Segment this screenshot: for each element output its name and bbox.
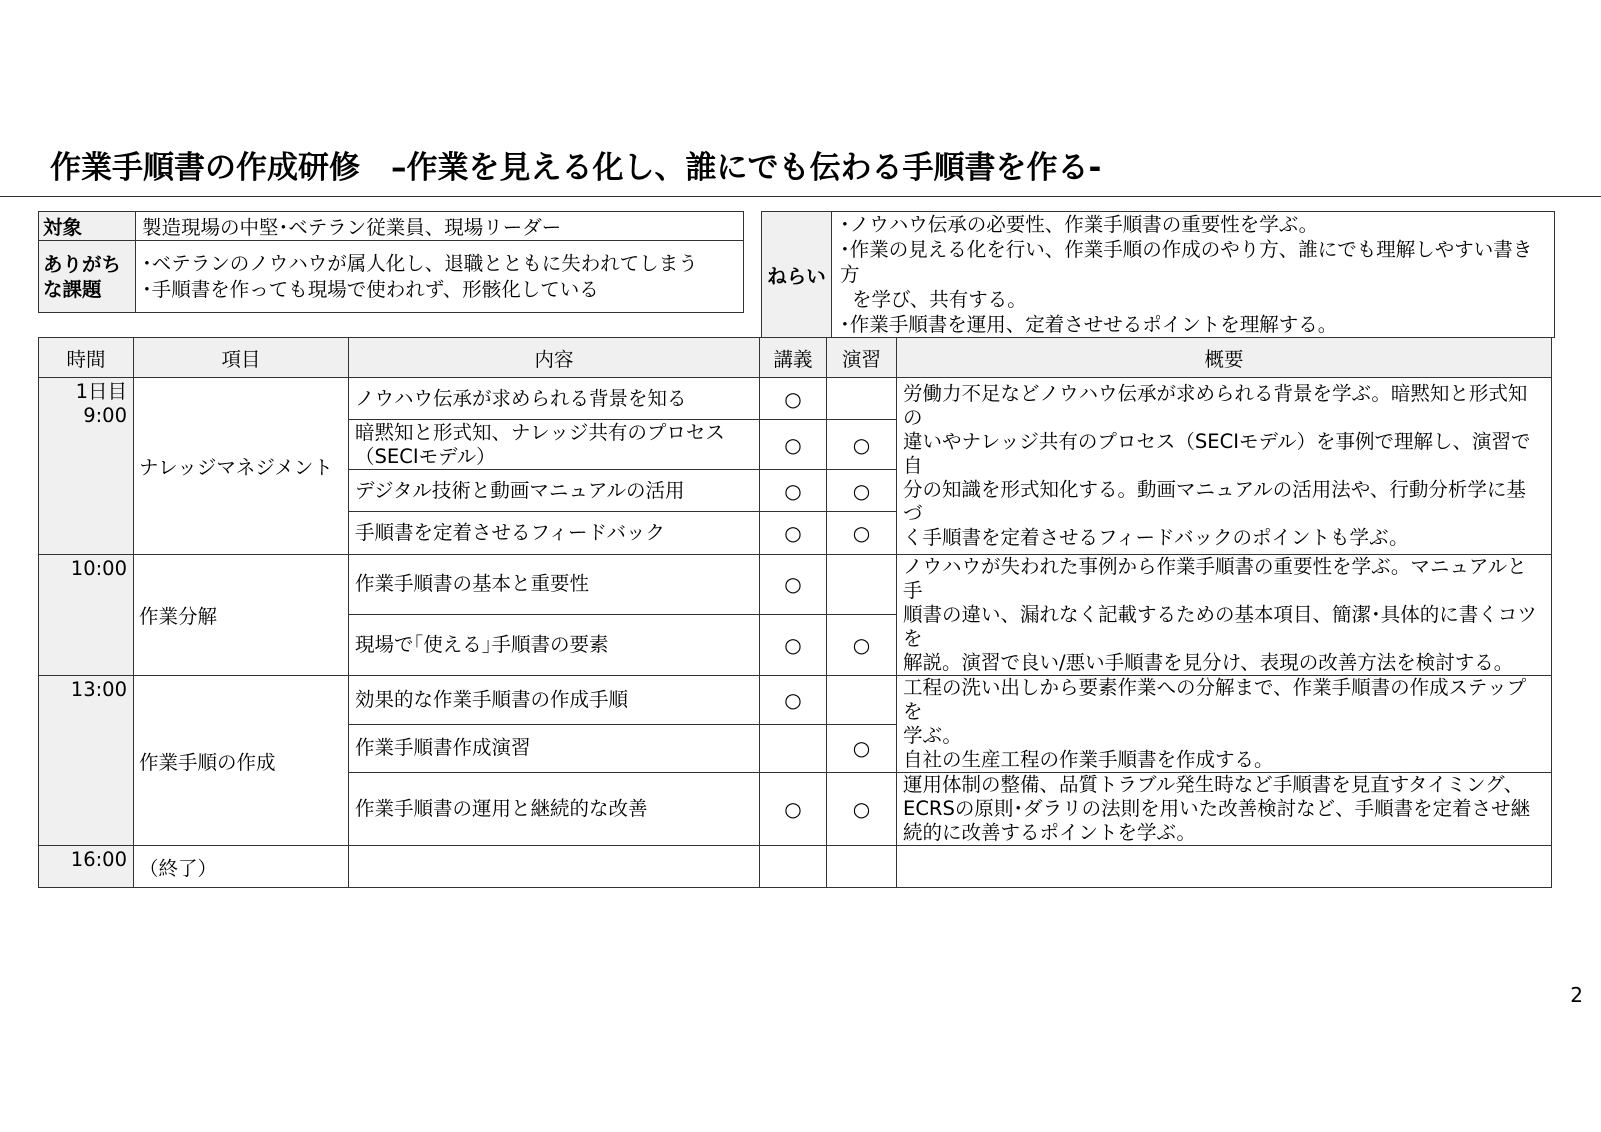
summary-line: 自社の生産工程の作業手順書を作成する。 [903,748,1274,771]
content-cell: 作業手順書の運用と継続的な改善 [349,773,760,846]
exercise-mark-empty [827,846,897,888]
summary-cell [897,773,1552,846]
lecture-mark-empty [760,724,827,773]
issues-label-line1: ありがち [43,252,122,276]
issues-label [39,241,136,313]
table-row [39,378,1552,420]
exercise-mark: ○ [827,470,897,512]
header-item: 項目 [134,338,349,378]
summary-line: 工程の洗い出しから要素作業への分解まで、作業手順書の作成ステップを [903,676,1527,723]
aim-label: ねらい [762,212,832,338]
content-cell: 現場で｢使える｣手順書の要素 [349,614,760,675]
lecture-mark: ○ [760,378,827,420]
header-exercise: 演習 [827,338,897,378]
target-label: 対象 [39,212,136,241]
title-divider [0,196,1601,197]
content-cell: ノウハウ伝承が求められる背景を知る [349,378,760,420]
issues-label-line2: な課題 [43,277,102,301]
summary-cell [897,555,1552,676]
exercise-mark-empty [827,676,897,725]
summary-cell [897,676,1552,773]
header-summary: 概要 [897,338,1552,378]
summary-line: 運用体制の整備、品質トラブル発生時など手順書を見直すタイミング、 [903,773,1524,796]
content-cell: 手順書を定着させるフィードバック [349,512,760,555]
aim-line: ･作業の見える化を行い、作業手順の作成のやり方、誰にでも理解しやすい書き方 [840,238,1533,286]
summary-cell-empty [897,846,1552,888]
exercise-mark: ○ [827,614,897,675]
content-cell: 作業手順書の基本と重要性 [349,555,760,615]
content-cell [349,420,760,470]
content-cell-empty [349,846,760,888]
exercise-mark-empty [827,378,897,420]
schedule-table [38,337,1552,888]
exercise-mark: ○ [827,724,897,773]
header-content: 内容 [349,338,760,378]
content-line: （SECIモデル） [355,444,496,468]
header-lecture: 講義 [760,338,827,378]
summary-line: 順書の違い、漏れなく記載するための基本項目、簡潔･具体的に書くコツを [903,603,1537,650]
time-cell: 10:00 [39,555,134,676]
target-value: 製造現場の中堅･ベテラン従業員、現場リーダー [136,212,744,241]
content-cell: 効果的な作業手順書の作成手順 [349,676,760,725]
aim-line: ･ノウハウ伝承の必要性、作業手順書の重要性を学ぶ。 [840,213,1319,236]
lecture-mark: ○ [760,512,827,555]
summary-line: ノウハウが失われた事例から作業手順書の重要性を学ぶ。マニュアルと手 [903,555,1527,602]
header-time: 時間 [39,338,134,378]
summary-line: ECRSの原則･ダラリの法則を用いた改善検討など、手順書を定着させ継 [903,797,1531,820]
lecture-mark: ○ [760,676,827,725]
item-cell: （終了） [134,846,349,888]
time-cell: 16:00 [39,846,134,888]
summary-cell [897,378,1552,555]
exercise-mark: ○ [827,420,897,470]
issue-item: ･手順書を作っても現場で使われず、形骸化している [142,277,599,301]
time-label: 9:00 [83,404,127,427]
time-cell: 13:00 [39,676,134,846]
summary-line: 労働力不足などノウハウ伝承が求められる背景を学ぶ。暗黙知と形式知の [903,382,1528,429]
table-row [39,846,1552,888]
summary-line: 解説。演習で良い/悪い手順書を見分け、表現の改善方法を検討する。 [903,651,1514,674]
item-cell: ナレッジマネジメント [134,378,349,555]
aim-table [761,211,1555,338]
aim-line: を学び、共有する。 [852,288,1027,311]
issues-value [136,241,744,313]
exercise-mark-empty [827,555,897,615]
content-cell: デジタル技術と動画マニュアルの活用 [349,470,760,512]
item-cell: 作業手順の作成 [134,676,349,846]
exercise-mark: ○ [827,773,897,846]
table-row [39,555,1552,615]
day-label: 1日目 [75,380,127,403]
aim-value [832,212,1555,338]
content-cell: 作業手順書作成演習 [349,724,760,773]
time-cell [39,378,134,555]
summary-line: く手順書を定着させるフィードバックのポイントも学ぶ。 [903,526,1409,549]
issue-item: ･ベテランのノウハウが属人化し、退職とともに失われてしまう [142,251,698,275]
lecture-mark: ○ [760,555,827,615]
lecture-mark: ○ [760,470,827,512]
lecture-mark: ○ [760,614,827,675]
summary-line: 分の知識を形式知化する。動画マニュアルの活用法や、行動分析学に基づ [903,478,1526,525]
lecture-mark-empty [760,846,827,888]
summary-line: 続的に改善するポイントを学ぶ。 [903,821,1196,844]
exercise-mark: ○ [827,512,897,555]
page-title: 作業手順書の作成研修 –作業を見える化し、誰にでも伝わる手順書を作る- [50,150,1102,186]
lecture-mark: ○ [760,773,827,846]
page-number: 2 [1570,983,1583,1007]
aim-line: ･作業手順書を運用、定着させせるポイントを理解する。 [840,313,1338,336]
target-issues-table [38,211,744,313]
summary-line: 違いやナレッジ共有のプロセス（SECIモデル）を事例で理解し、演習で自 [903,430,1531,477]
table-row [39,676,1552,725]
content-line: 暗黙知と形式知、ナレッジ共有のプロセス [355,420,725,444]
schedule-header-row [39,338,1552,378]
summary-line: 学ぶ。 [903,724,962,747]
item-cell: 作業分解 [134,555,349,676]
lecture-mark: ○ [760,420,827,470]
